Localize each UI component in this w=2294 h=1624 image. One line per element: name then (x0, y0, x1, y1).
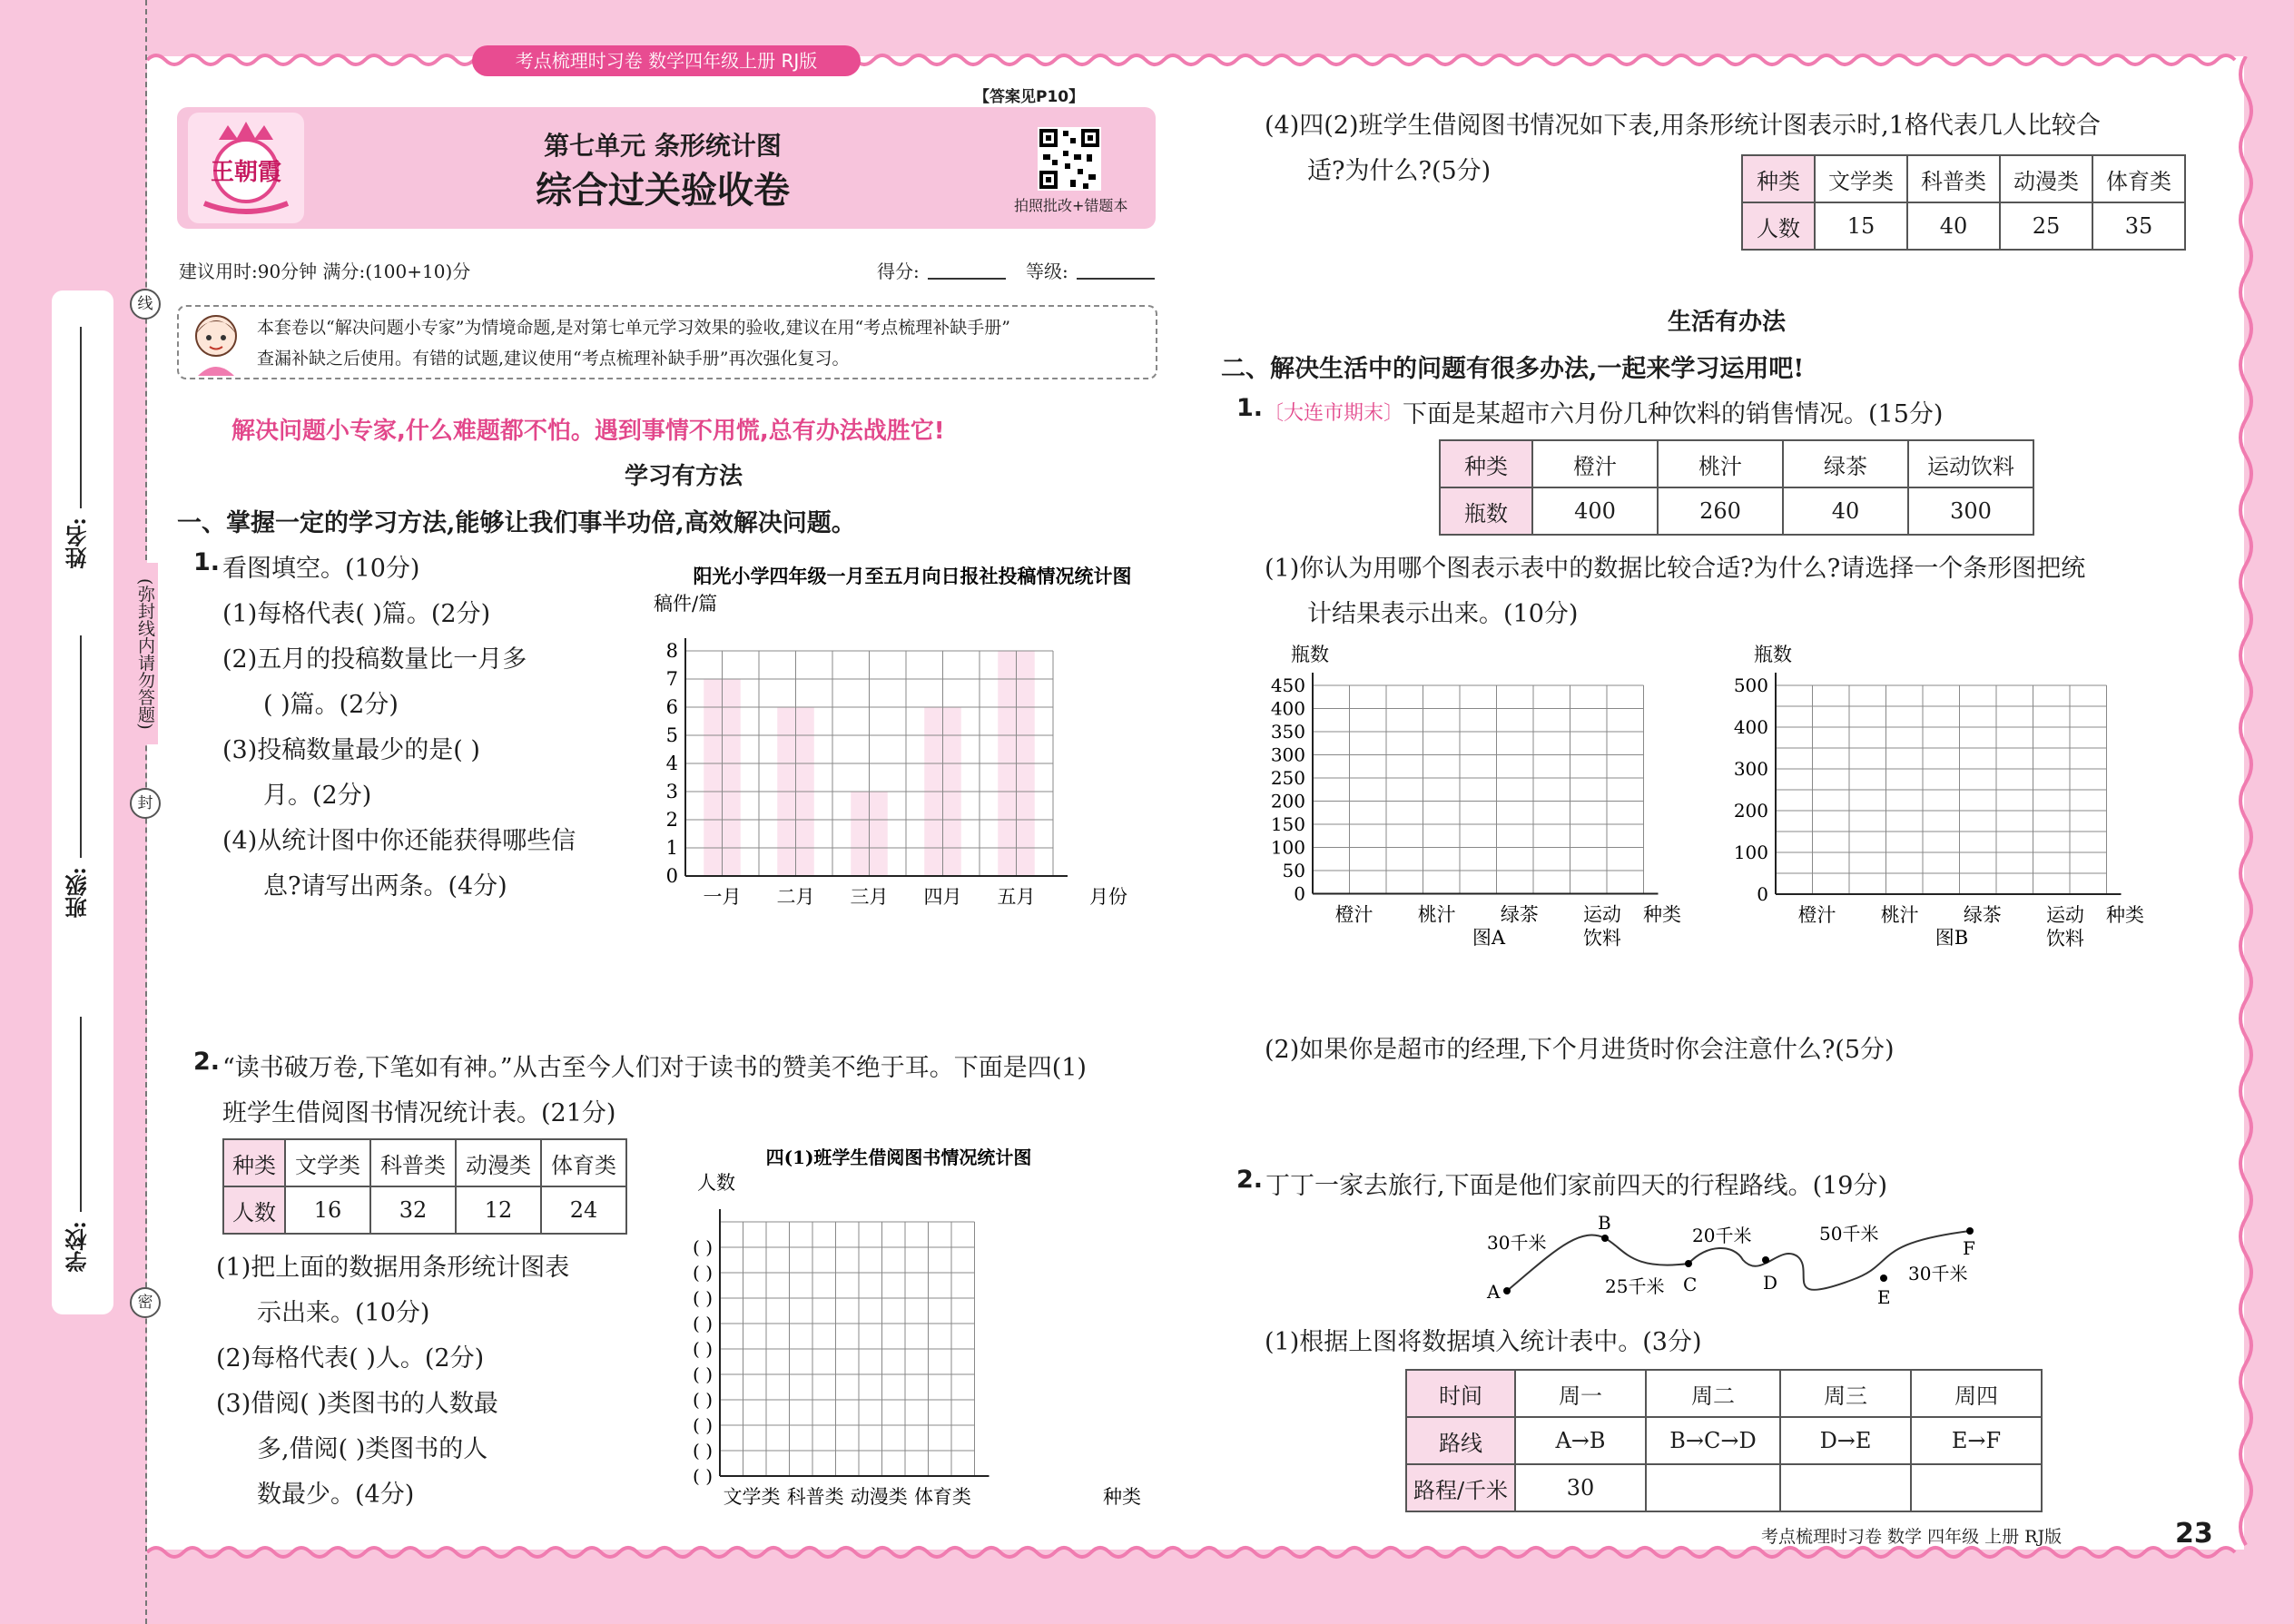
table-cell: 文学类 (1815, 155, 1907, 202)
y-tick-label: 1 (665, 837, 678, 859)
table-row (223, 1186, 626, 1234)
table-cell: 种类 (1742, 155, 1815, 202)
table-cell: 32 (370, 1186, 456, 1234)
school-label: 学校: (64, 1221, 91, 1273)
route-point-b: B (1598, 1212, 1611, 1234)
r-q1-number: 1. (1236, 394, 1264, 422)
table-cell: 25 (2000, 202, 2092, 250)
binding-mark-secret: 密 (130, 1287, 161, 1318)
grade-label: 等级: (1026, 261, 1068, 282)
table-cell: 路程/千米 (1406, 1464, 1515, 1511)
binding-note: (弥封线内请勿答题) (129, 563, 158, 744)
r-q2-part1: (1)根据上图将数据填入统计表中。(3分) (1265, 1328, 1702, 1356)
table-cell: B→C→D (1646, 1417, 1780, 1464)
y-tick-label: 200 (1733, 800, 1768, 822)
y-tick-label: 4 (665, 753, 678, 774)
table-cell: 周三 (1780, 1370, 1911, 1417)
q1-part1: (1)每格代表( )篇。(2分) (222, 600, 491, 628)
route-point-c: C (1683, 1274, 1698, 1295)
route-point-d: D (1763, 1272, 1778, 1294)
y-tick-label: ( ) (693, 1465, 713, 1487)
y-axis-label: 瓶数 (1291, 644, 1329, 665)
table-cell: 文学类 (285, 1139, 370, 1186)
x-tick-label: 桃汁 (1880, 904, 1919, 926)
table-row (1406, 1464, 2042, 1511)
series-banner: 考点梳理时习卷 数学四年级上册 RJ版 (472, 45, 861, 76)
table-cell: 人数 (1742, 202, 1815, 250)
y-tick-label: 8 (665, 640, 678, 662)
r-q1-source-tag: 〔大连市期末〕 (1264, 402, 1404, 425)
y-tick-label: 6 (665, 696, 678, 718)
y-tick-label: 250 (1270, 767, 1305, 789)
route-label-cd: 20千米 (1692, 1225, 1752, 1246)
binding-mark-line: 线 (130, 289, 161, 320)
y-tick-label: 350 (1270, 721, 1305, 743)
x-tick-label: 四月 (923, 886, 962, 908)
section-1-title: 一、掌握一定的学习方法,能够让我们事半功倍,高效解决问题。 (177, 509, 856, 537)
svg-text:王朝霞: 王朝霞 (210, 159, 282, 186)
table-row (1742, 155, 2185, 202)
y-tick-label: 0 (1294, 882, 1305, 905)
distance-input[interactable] (1780, 1464, 1911, 1511)
y-tick-label: 50 (1282, 860, 1305, 881)
x-tick-label: 绿茶 (1963, 904, 2002, 926)
top-wave-border (147, 51, 2244, 69)
y-tick-label: 3 (665, 781, 678, 802)
chart-title: 阳光小学四年级一月至五月向日报社投稿情况统计图 (693, 565, 1132, 587)
crown-icon (188, 113, 304, 223)
borrow-blank-chart[interactable] (635, 1142, 1162, 1505)
q1-part4b: 息?请写出两条。(4分) (263, 872, 507, 901)
slogan: 解决问题小专家,什么难题都不怕。遇到事情不用慌,总有办法战胜它! (231, 418, 945, 445)
y-tick-label: ( ) (693, 1313, 713, 1334)
route-point-f: F (1963, 1237, 1975, 1259)
x-tick-label: 二月 (776, 886, 815, 908)
figure-a-blank-chart[interactable] (1262, 635, 1698, 953)
figure-caption: 图A (1472, 927, 1506, 949)
x-axis-label: 月份 (1089, 886, 1127, 908)
y-tick-label: 400 (1270, 697, 1305, 720)
q2-part1a: (1)把上面的数据用条形统计图表 (216, 1254, 570, 1282)
y-tick-label: 100 (1733, 842, 1768, 863)
table-cell: 桃汁 (1658, 440, 1783, 487)
r-q1-stem: 下面是某超市六月份几种饮料的销售情况。(15分) (1403, 400, 1944, 428)
table-row (1406, 1417, 2042, 1464)
q4-borrow-table (1741, 154, 2186, 251)
q2-stem-1: “读书破万卷,下笔如有神。”从古至今人们对于读书的赞美不绝于耳。下面是四(1) (222, 1054, 1087, 1082)
page-title: 综合过关验收卷 (536, 170, 790, 212)
r-q2-stem: 丁丁一家去旅行,下面是他们家前四天的行程路线。(19分) (1265, 1172, 1888, 1200)
y-tick-label: 300 (1270, 743, 1305, 766)
y-tick-label: 150 (1270, 813, 1305, 835)
distance-input[interactable] (1911, 1464, 2042, 1511)
table-cell: D→E (1780, 1417, 1911, 1464)
q1-part2b: ( )篇。(2分) (263, 691, 399, 719)
y-tick-label: ( ) (693, 1414, 713, 1436)
r-q1-part2: (2)如果你是超市的经理,下个月进货时你会注意什么?(5分) (1265, 1036, 1895, 1064)
y-tick-label: ( ) (693, 1287, 713, 1309)
binding-mark-seal: 封 (130, 788, 161, 819)
y-axis-label: 人数 (697, 1172, 735, 1194)
table-cell: 40 (1783, 487, 1908, 535)
q1-part2a: (2)五月的投稿数量比一月多 (222, 645, 527, 674)
q2-part3c: 数最少。(4分) (257, 1481, 415, 1509)
table-cell: 动漫类 (456, 1139, 541, 1186)
x-axis-label: 种类 (2106, 904, 2144, 926)
y-tick-label: 100 (1270, 836, 1305, 859)
q2-part2: (2)每格代表( )人。(2分) (216, 1344, 485, 1373)
q4-stem-1: (4)四(2)班学生借阅图书情况如下表,用条形统计图表示时,1格代表几人比较合 (1265, 112, 2101, 140)
distance-input[interactable] (1646, 1464, 1780, 1511)
section-heading-learning: 学习有方法 (625, 463, 743, 490)
school-field[interactable] (80, 1017, 82, 1212)
y-tick-label: 0 (665, 865, 678, 887)
x-tick-label: 五月 (997, 886, 1036, 908)
notice-line-1: 本套卷以“解决问题小专家”为情境命题,是对第七单元学习效果的验收,建议在用“考点梳理补缺手册” (257, 318, 1010, 338)
y-tick-label: 500 (1733, 674, 1768, 696)
table-cell: 路线 (1406, 1417, 1515, 1464)
class-label: 班级: (64, 867, 91, 919)
table-cell: 人数 (223, 1186, 285, 1234)
table-cell: 科普类 (1907, 155, 2000, 202)
r-q1-part1b: 计结果表示出来。(10分) (1307, 600, 1579, 628)
class-field[interactable] (80, 635, 82, 858)
y-tick-label: 450 (1270, 674, 1305, 696)
table-cell: E→F (1911, 1417, 2042, 1464)
route-point-e: E (1877, 1286, 1891, 1308)
q1-stem: 看图填空。(10分) (222, 555, 420, 583)
y-tick-label: ( ) (693, 1262, 713, 1284)
student-info-panel (52, 290, 113, 1314)
section-2-title: 二、解决生活中的问题有很多办法,一起来学习运用吧! (1221, 355, 1805, 383)
footer-text: 考点梳理时习卷 数学 四年级 上册 RJ版 (1761, 1527, 2063, 1547)
table-cell: A→B (1515, 1417, 1646, 1464)
table-cell: 瓶数 (1440, 487, 1532, 535)
time-info: 建议用时:90分钟 满分:(100+10)分 (179, 261, 471, 282)
q2-borrow-table (222, 1138, 627, 1235)
x-tick-label: 三月 (850, 886, 889, 908)
name-label: 姓名: (64, 517, 91, 569)
table-cell: 运动饮料 (1908, 440, 2033, 487)
table-cell: 体育类 (541, 1139, 626, 1186)
q2-part3b: 多,借阅( )类图书的人 (257, 1435, 488, 1463)
q2-stem-2: 班学生借阅图书情况统计表。(21分) (222, 1099, 616, 1127)
y-tick-label: ( ) (693, 1338, 713, 1360)
x-tick-label: 桃汁 (1417, 903, 1456, 926)
y-tick-label: ( ) (693, 1236, 713, 1258)
table-row (1742, 202, 2185, 250)
route-stats-table (1405, 1369, 2043, 1512)
table-cell: 35 (2092, 202, 2185, 250)
y-tick-label: 400 (1733, 716, 1768, 738)
route-label-de: 50千米 (1819, 1223, 1879, 1245)
y-axis-label: 稿件/篇 (654, 593, 718, 615)
x-tick-label: 饮料 (1582, 927, 1621, 950)
figure-caption: 图B (1935, 927, 1969, 949)
q1-part4a: (4)从统计图中你还能获得哪些信 (222, 827, 576, 855)
r-q2-number: 2. (1236, 1166, 1264, 1194)
name-field[interactable] (80, 327, 82, 508)
y-tick-label: ( ) (693, 1389, 713, 1411)
table-cell: 周二 (1646, 1370, 1780, 1417)
x-tick-label: 运动 (1582, 903, 1621, 926)
brand-logo (188, 113, 304, 223)
y-tick-label: 2 (665, 809, 678, 831)
section-heading-life: 生活有办法 (1668, 309, 1787, 336)
q2-part1b: 示出来。(10分) (257, 1299, 430, 1327)
notice-line-2: 查漏补缺之后使用。有错的试题,建议使用“考点梳理补缺手册”再次强化复习。 (257, 349, 850, 369)
table-cell: 24 (541, 1186, 626, 1234)
table-cell: 橙汁 (1532, 440, 1658, 487)
x-tick-label: 一月 (703, 886, 742, 908)
table-cell: 300 (1908, 487, 2033, 535)
q1-part3b: 月。(2分) (263, 782, 372, 810)
score-field[interactable] (928, 278, 1006, 280)
x-tick-label: 饮料 (2045, 928, 2084, 950)
qr-caption: 拍照批改+错题本 (1014, 197, 1128, 214)
y-axis-label: 瓶数 (1754, 644, 1792, 665)
table-cell: 260 (1658, 487, 1783, 535)
y-tick-label: ( ) (693, 1440, 713, 1462)
r-q1-part1a: (1)你认为用哪个图表示表中的数据比较合适?为什么?请选择一个条形图把统 (1265, 555, 2086, 583)
table-row (223, 1139, 626, 1186)
answer-reference: 【答案见P10】 (974, 88, 1085, 106)
travel-route-diagram (1471, 1207, 1997, 1316)
x-tick-label: 橙汁 (1334, 903, 1373, 926)
drink-sales-table (1439, 439, 2034, 536)
girl-mascot-icon (184, 307, 248, 376)
qr-code-icon[interactable] (1038, 127, 1101, 191)
x-tick-label: 科普类 (786, 1486, 844, 1505)
table-cell: 种类 (223, 1139, 285, 1186)
table-cell: 周四 (1911, 1370, 2042, 1417)
q1-part3a: (3)投稿数量最少的是( ) (222, 736, 480, 764)
x-tick-label: 橙汁 (1797, 904, 1836, 926)
chart-title: 四(1)班学生借阅图书情况统计图 (765, 1147, 1032, 1168)
submission-bar-chart (626, 565, 1162, 910)
q4-stem-2: 适?为什么?(5分) (1307, 157, 1492, 185)
table-cell: 16 (285, 1186, 370, 1234)
table-cell: 12 (456, 1186, 541, 1234)
x-tick-label: 动漫类 (850, 1486, 908, 1505)
table-cell: 科普类 (370, 1139, 456, 1186)
table-cell: 绿茶 (1783, 440, 1908, 487)
x-tick-label: 绿茶 (1500, 903, 1539, 926)
table-row (1406, 1370, 2042, 1417)
route-point-a: A (1487, 1281, 1501, 1303)
x-axis-label: 种类 (1103, 1486, 1141, 1505)
table-cell: 周一 (1515, 1370, 1646, 1417)
unit-title: 第七单元 条形统计图 (544, 131, 782, 161)
route-label-ef: 30千米 (1908, 1263, 1968, 1284)
x-tick-label: 文学类 (723, 1486, 781, 1505)
page-number: 23 (2175, 1518, 2213, 1550)
table-row (1440, 440, 2033, 487)
route-label-bc: 25千米 (1605, 1275, 1665, 1297)
y-tick-label: 0 (1757, 883, 1768, 905)
right-wave-border (2235, 56, 2257, 1550)
table-row (1440, 487, 2033, 535)
table-cell: 15 (1815, 202, 1907, 250)
q2-number: 2. (193, 1048, 221, 1076)
table-cell: 体育类 (2092, 155, 2185, 202)
q2-part3a: (3)借阅( )类图书的人数最 (216, 1390, 498, 1418)
y-tick-label: 200 (1270, 790, 1305, 812)
table-cell: 40 (1907, 202, 2000, 250)
table-cell: 时间 (1406, 1370, 1515, 1417)
y-tick-label: ( ) (693, 1363, 713, 1385)
y-tick-label: 5 (665, 724, 678, 746)
table-cell: 30 (1515, 1464, 1646, 1511)
table-cell: 动漫类 (2000, 155, 2092, 202)
table-cell: 400 (1532, 487, 1658, 535)
score-label: 得分: (877, 261, 920, 282)
x-axis-label: 种类 (1643, 903, 1681, 926)
y-tick-label: 300 (1733, 758, 1768, 780)
q1-number: 1. (193, 548, 221, 576)
x-tick-label: 体育类 (913, 1486, 971, 1505)
y-tick-label: 7 (665, 668, 678, 690)
x-tick-label: 运动 (2045, 904, 2084, 926)
figure-b-blank-chart[interactable] (1725, 635, 2161, 953)
grade-field[interactable] (1077, 278, 1155, 280)
table-cell: 种类 (1440, 440, 1532, 487)
route-label-ab: 30千米 (1487, 1232, 1547, 1254)
